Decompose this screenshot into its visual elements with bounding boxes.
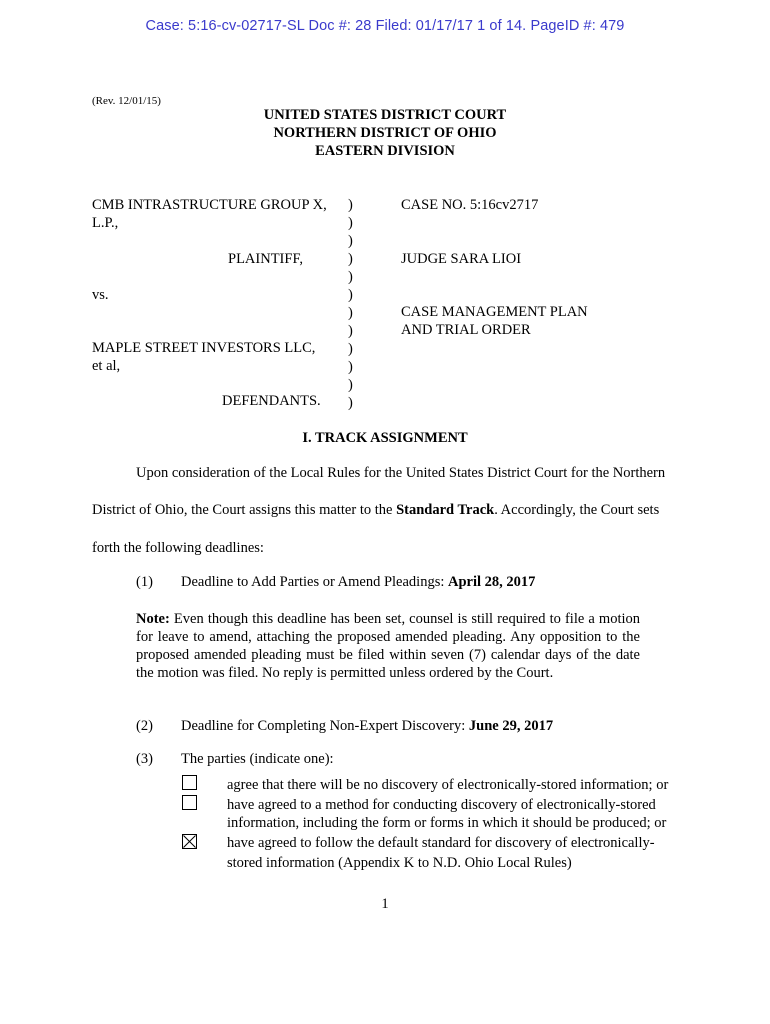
- caption-paren: ): [348, 395, 353, 411]
- case-number: CASE NO. 5:16cv2717: [401, 197, 539, 213]
- deadline-amend: [181, 574, 535, 591]
- caption-paren: ): [348, 359, 353, 375]
- document-title-cont: AND TRIAL ORDER: [401, 322, 531, 338]
- item-number: (1): [136, 574, 153, 590]
- item-number: (2): [136, 718, 153, 734]
- section-title: I. TRACK ASSIGNMENT: [302, 430, 468, 446]
- judge-name: JUDGE SARA LIOI: [401, 251, 522, 267]
- page-number: 1: [381, 896, 389, 912]
- caption-paren: ): [348, 287, 353, 303]
- esi-option-label: have agreed to follow the default standard for discovery of electronically-: [227, 835, 655, 851]
- court-district: NORTHERN DISTRICT OF OHIO: [273, 125, 497, 141]
- esi-option-label: agree that there will be no discovery of electronically-stored information; or: [227, 777, 669, 793]
- note-text: Even though this deadline has been set, counsel is still required to file a motion for leave to amend, attaching the proposed amended pleading. Any opposition to the proposed amended pleading must be filed within seven (7) calendar days of the date the motion was filed. No reply is permitted unless ordered by the Court.: [136, 611, 640, 681]
- intro-line: [92, 502, 659, 519]
- deadline-date: June 29, 2017: [468, 718, 554, 734]
- esi-option-checkbox[interactable]: [182, 795, 197, 810]
- note-label: Note:: [136, 611, 170, 627]
- caption-paren: ): [348, 233, 353, 249]
- caption-paren: ): [348, 215, 353, 231]
- defendant-name: MAPLE STREET INVESTORS LLC,: [92, 340, 316, 356]
- court-name: UNITED STATES DISTRICT COURT: [263, 107, 507, 123]
- defendant-label: DEFENDANTS.: [222, 393, 321, 409]
- deadline-discovery: [181, 718, 553, 735]
- deadline-label: Deadline for Completing Non-Expert Discovery:: [181, 718, 469, 734]
- defendant-name-cont: et al,: [92, 358, 121, 374]
- revision-date: (Rev. 12/01/15): [92, 95, 161, 107]
- caption-paren: ): [348, 341, 353, 357]
- deadline-label: Deadline to Add Parties or Amend Pleadings:: [181, 574, 449, 590]
- esi-option-label: information, including the form or forms in which it should be produced; or: [227, 815, 667, 831]
- case-header-stamp: Case: 5:16-cv-02717-SL Doc #: 28 Filed: 01/17/17 1 of 14. PageID #: 479: [145, 18, 625, 34]
- caption-paren: ): [348, 251, 353, 267]
- plaintiff-name-cont: L.P.,: [92, 215, 119, 231]
- deadline-date: April 28, 2017: [448, 574, 536, 590]
- esi-question: The parties (indicate one):: [181, 751, 334, 767]
- intro-text: . Accordingly, the Court sets: [494, 502, 660, 518]
- document-title: CASE MANAGEMENT PLAN: [401, 304, 588, 320]
- item-number: (3): [136, 751, 153, 767]
- versus: vs.: [92, 287, 109, 303]
- intro-line: forth the following deadlines:: [92, 540, 264, 556]
- esi-option-label: stored information (Appendix K to N.D. Ohio Local Rules): [227, 855, 572, 871]
- caption-paren: ): [348, 197, 353, 213]
- caption-paren: ): [348, 377, 353, 393]
- caption-paren: ): [348, 323, 353, 339]
- esi-option-checkbox-checked[interactable]: [182, 834, 197, 849]
- note-paragraph: [136, 610, 640, 682]
- intro-text: District of Ohio, the Court assigns this matter to the: [92, 502, 397, 518]
- plaintiff-name: CMB INTRASTRUCTURE GROUP X,: [92, 197, 327, 213]
- intro-line: Upon consideration of the Local Rules for the United States District Court for the Northern: [136, 465, 666, 481]
- esi-option-checkbox[interactable]: [182, 775, 197, 790]
- court-division: EASTERN DIVISION: [315, 143, 455, 159]
- plaintiff-label: PLAINTIFF,: [228, 251, 303, 267]
- caption-paren: ): [348, 305, 353, 321]
- esi-option-label: have agreed to a method for conducting discovery of electronically-stored: [227, 797, 656, 813]
- track-name: Standard Track: [396, 502, 495, 518]
- caption-paren: ): [348, 269, 353, 285]
